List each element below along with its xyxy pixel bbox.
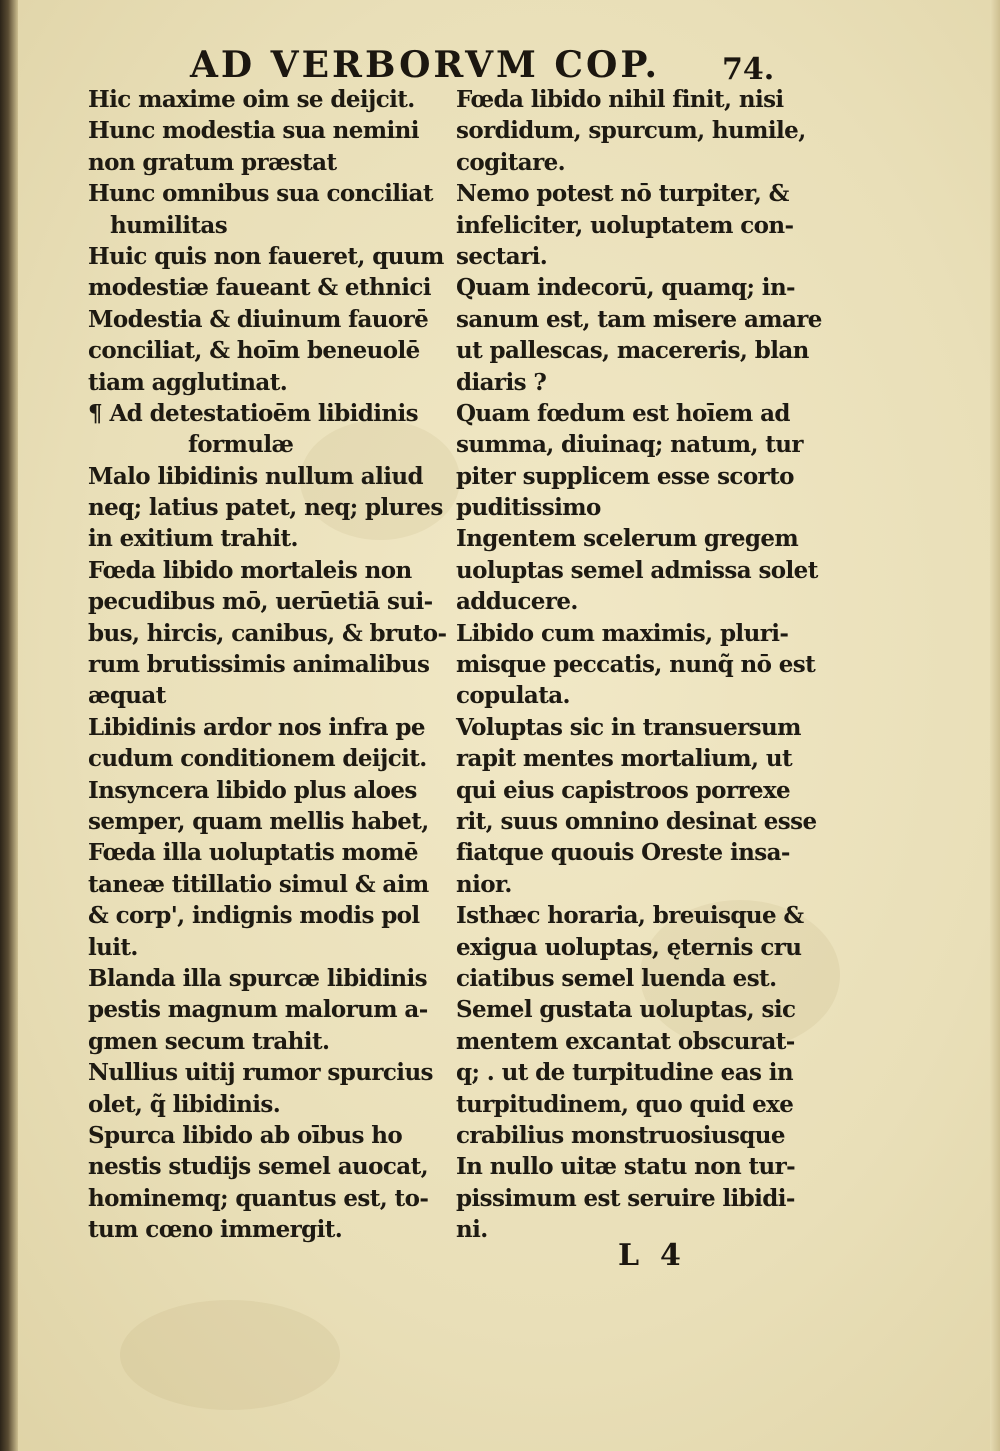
text-line: Spurca libido ab oībus ho bbox=[88, 1121, 403, 1149]
text-line: nestis studijs semel auocat, bbox=[88, 1153, 429, 1181]
left-column bbox=[88, 84, 460, 1245]
text-line: qui eius capistroos porrexe bbox=[456, 776, 791, 804]
text-line: In nullo uitæ statu non tur- bbox=[456, 1153, 796, 1181]
text-line: sectari. bbox=[456, 242, 548, 270]
text-line: cudum conditionem deijcit. bbox=[88, 745, 427, 773]
text-line: nior. bbox=[456, 870, 512, 898]
text-line: Nemo potest nō turpiter, & bbox=[456, 180, 789, 208]
text-line: semper, quam mellis habet, bbox=[88, 807, 429, 835]
text-line: Nullius uitij rumor spurcius bbox=[88, 1059, 433, 1087]
text-line: tum cœno immergit. bbox=[88, 1216, 343, 1244]
text-line: puditissimo bbox=[456, 494, 601, 522]
text-line: Ingentem scelerum gregem bbox=[456, 525, 799, 553]
text-line: Hic maxime oim se deijcit. bbox=[88, 86, 415, 113]
text-line: pissimum est seruire libidi- bbox=[456, 1184, 795, 1212]
text-line: bus, hircis, canibus, & bruto- bbox=[88, 619, 447, 647]
text-line: Quam indecorū, quamq; in- bbox=[456, 274, 796, 302]
text-line: humilitas bbox=[110, 211, 228, 239]
text-line: mentem excantat obscurat- bbox=[456, 1027, 795, 1055]
text-line: misque peccatis, nunq̃ nō est bbox=[456, 651, 816, 679]
text-line: copulata. bbox=[456, 682, 570, 710]
text-line: ni. bbox=[456, 1216, 488, 1244]
paper-stain bbox=[120, 1300, 340, 1410]
text-line: Hunc omnibus sua conciliat bbox=[88, 180, 433, 208]
text-line: diaris ? bbox=[456, 368, 547, 396]
text-line: rit, suus omnino desinat esse bbox=[456, 807, 817, 835]
text-line: ut pallescas, macereris, blan bbox=[456, 337, 809, 365]
page-fore-edge bbox=[990, 0, 1000, 1451]
text-line: piter supplicem esse scorto bbox=[456, 462, 794, 490]
text-line: Blanda illa spurcæ libidinis bbox=[88, 964, 427, 992]
text-line: tiam agglutinat. bbox=[88, 368, 288, 396]
text-line: neq; latius patet, neq; plures bbox=[88, 494, 443, 522]
text-line: ciatibus semel luenda est. bbox=[456, 964, 777, 992]
text-line: modestiæ faueant & ethnici bbox=[88, 274, 431, 302]
text-line: pecudibus mō, uerūetiā sui- bbox=[88, 588, 433, 616]
text-line: Huic quis non faueret, quum bbox=[88, 242, 444, 270]
text-line: in exitium trahit. bbox=[88, 525, 298, 553]
text-line: sordidum, spurcum, humile, bbox=[456, 117, 806, 145]
text-line: conciliat, & hoīm beneuolē bbox=[88, 337, 420, 365]
text-line: summa, diuinaq; natum, tur bbox=[456, 431, 803, 459]
text-line: crabilius monstruosiusque bbox=[456, 1121, 785, 1149]
text-line: uoluptas semel admissa solet bbox=[456, 556, 818, 584]
text-line: luit. bbox=[88, 933, 138, 961]
section-heading-continued: formulæ bbox=[188, 431, 294, 459]
section-heading: ¶ Ad detestatioēm libidinis bbox=[88, 399, 419, 427]
text-line: fiatque quouis Oreste insa- bbox=[456, 839, 790, 867]
text-line: Libidinis ardor nos infra pe bbox=[88, 713, 425, 741]
text-line: & corp', indignis modis pol bbox=[88, 902, 420, 930]
text-line: olet, q̃ libidinis. bbox=[88, 1090, 281, 1118]
right-column bbox=[456, 84, 828, 1245]
text-line: Isthæc horaria, breuisque & bbox=[456, 902, 804, 930]
page-number: 74. bbox=[722, 52, 775, 87]
text-line: Fœda libido nihil finit, nisi bbox=[456, 86, 784, 113]
text-line: hominemq; quantus est, to- bbox=[88, 1184, 429, 1212]
text-line: q; . ut de turpitudine eas in bbox=[456, 1059, 794, 1087]
text-line: turpitudinem, quo quid exe bbox=[456, 1090, 794, 1118]
text-line: sanum est, tam misere amare bbox=[456, 305, 822, 333]
text-line: Quam fœdum est hoīem ad bbox=[456, 399, 790, 427]
text-line: rapit mentes mortalium, ut bbox=[456, 745, 792, 773]
binding-edge bbox=[0, 0, 18, 1451]
text-line: taneæ titillatio simul & aim bbox=[88, 870, 429, 898]
text-line: adducere. bbox=[456, 588, 578, 616]
text-line: Modestia & diuinum fauorē bbox=[88, 305, 429, 333]
text-line: Voluptas sic in transuersum bbox=[456, 713, 801, 741]
text-line: Malo libidinis nullum aliud bbox=[88, 462, 423, 490]
text-line: Fœda illa uoluptatis momē bbox=[88, 839, 418, 867]
text-line: gmen secum trahit. bbox=[88, 1027, 330, 1055]
text-line: rum brutissimis animalibus bbox=[88, 651, 430, 679]
text-line: Insyncera libido plus aloes bbox=[88, 776, 417, 804]
text-line: exigua uoluptas, ęternis cru bbox=[456, 933, 802, 961]
text-line: non gratum præstat bbox=[88, 148, 337, 176]
text-line: Libido cum maximis, pluri- bbox=[456, 619, 789, 647]
signature-mark: L 4 bbox=[618, 1238, 681, 1273]
text-line: æquat bbox=[88, 682, 166, 710]
text-line: infeliciter, uoluptatem con- bbox=[456, 211, 794, 239]
text-line: pestis magnum malorum a- bbox=[88, 996, 428, 1024]
text-line: Fœda libido mortaleis non bbox=[88, 556, 412, 584]
text-line: Semel gustata uoluptas, sic bbox=[456, 996, 796, 1024]
text-line: cogitare. bbox=[456, 148, 566, 176]
text-line: Hunc modestia sua nemini bbox=[88, 117, 419, 145]
running-head: AD VERBORVM COP. bbox=[190, 44, 661, 86]
